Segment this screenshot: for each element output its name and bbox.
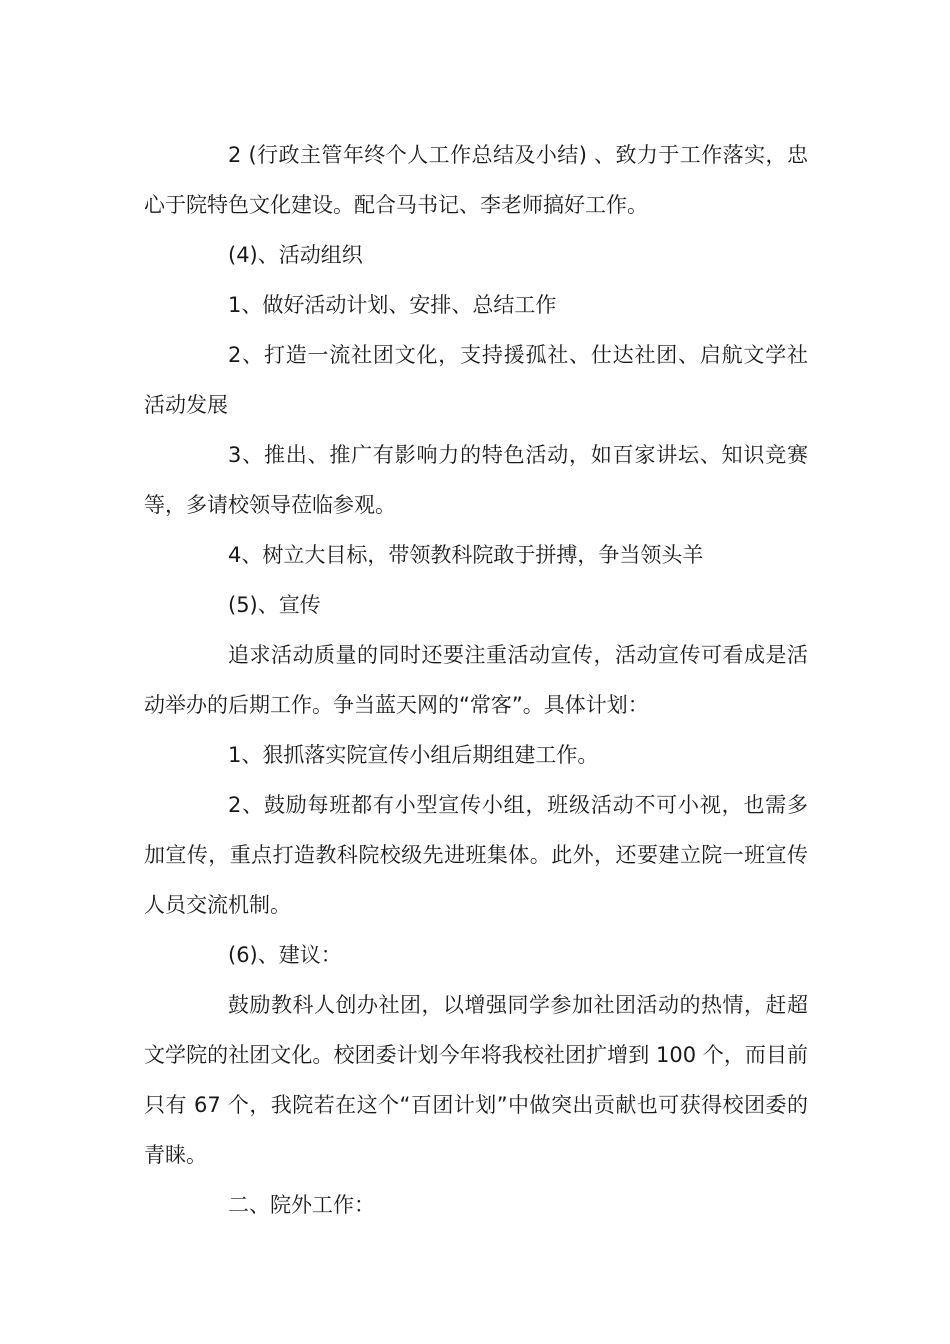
paragraph: 追求活动质量的同时还要注重活动宣传，活动宣传可看成是活动举办的后期工作。争当蓝天网的“常客”。具体计划：	[144, 643, 808, 717]
paragraph: 4、树立大目标，带领教科院敢于拼搏，争当领头羊	[228, 543, 704, 567]
section-heading: (4)、活动组织	[228, 243, 363, 267]
paragraph: 2、打造一流社团文化，支持援孤社、仕达社团、启航文学社活动发展	[144, 343, 808, 417]
document-body	[144, 130, 808, 1230]
section-heading: (5)、宣传	[228, 593, 321, 617]
paragraph: 1、狠抓落实院宣传小组后期组建工作。	[228, 743, 599, 767]
section-heading: 二、院外工作：	[228, 1193, 375, 1217]
section-heading: (6)、建议：	[228, 943, 342, 967]
paragraph: 鼓励教科人创办社团，以增强同学参加社团活动的热情，赶超文学院的社团文化。校团委计划今年将我校社团扩增到 100 个，而目前只有 67 个，我院若在这个“百团计划”中做突出贡献也可获得校团委的青睐。	[144, 993, 808, 1167]
paragraph: 2 (行政主管年终个人工作总结及小结) 、致力于工作落实，忠心于院特色文化建设。配合马书记、李老师搞好工作。	[144, 143, 808, 217]
paragraph: 2、鼓励每班都有小型宣传小组，班级活动不可小视，也需多加宣传，重点打造教科院校级先进班集体。此外，还要建立院一班宣传人员交流机制。	[144, 793, 808, 917]
paragraph: 1、做好活动计划、安排、总结工作	[228, 293, 557, 317]
paragraph: 3、推出、推广有影响力的特色活动，如百家讲坛、知识竞赛等，多请校领导莅临参观。	[144, 443, 808, 517]
